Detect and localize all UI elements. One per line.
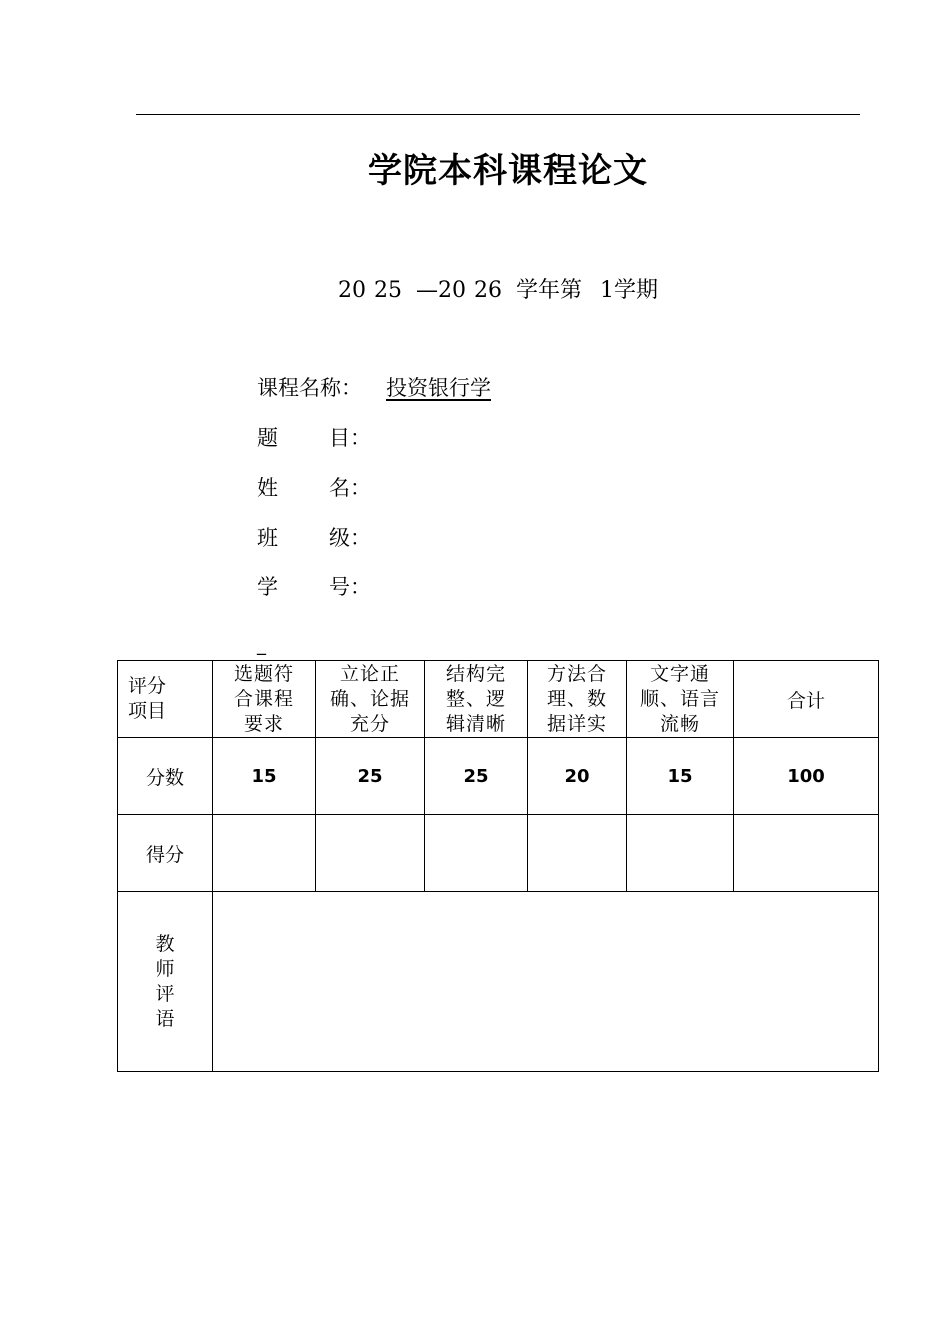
obtained-score-row (118, 815, 879, 892)
column-header-line: 文字通 (649, 662, 710, 685)
table-header-row (118, 661, 879, 738)
column-header-line: 流畅 (659, 712, 700, 735)
column-header (425, 661, 528, 738)
class-label-2: 级： (329, 526, 371, 550)
teacher-comment-area[interactable] (213, 892, 879, 1072)
topic-label-1: 题 (257, 426, 278, 450)
obtained-total-cell[interactable] (734, 815, 879, 892)
column-header-line: 结构完 (445, 662, 506, 685)
column-header-line: 要求 (243, 712, 284, 735)
topic-label-2: 目： (329, 426, 371, 450)
term-line (0, 276, 950, 306)
trailing-dash: _ (257, 635, 266, 656)
student-id-row (257, 573, 375, 601)
column-header-line: 理、数 (546, 687, 607, 710)
name-label-1: 姓 (257, 476, 278, 500)
total-header: 合计 (734, 661, 879, 738)
name-label-2: 名： (329, 476, 371, 500)
year-end-b: 26 (473, 278, 502, 303)
class-label-1: 班 (257, 526, 278, 550)
obtained-score-cell[interactable] (627, 815, 734, 892)
comment-label-char: 师 (155, 957, 175, 980)
obtained-score-cell[interactable] (316, 815, 425, 892)
score-cell: 25 (425, 738, 528, 815)
row-header-label-1: 评分 (128, 675, 167, 697)
column-header-line: 充分 (349, 712, 390, 735)
column-header-line: 立论正 (339, 662, 400, 685)
comment-label-char: 评 (155, 982, 175, 1005)
teacher-comment-row (118, 892, 879, 1072)
course-row (257, 374, 491, 402)
column-header (627, 661, 734, 738)
obtained-score-cell[interactable] (528, 815, 627, 892)
id-label-1: 学 (257, 575, 278, 599)
topic-row (257, 424, 375, 452)
column-header-line: 辑清晰 (445, 712, 506, 735)
column-header-line: 顺、语言 (639, 687, 720, 710)
row-header-label-2: 项目 (128, 700, 167, 722)
score-cell: 20 (528, 738, 627, 815)
id-label-2: 号： (329, 575, 371, 599)
semester-number: 1 (600, 278, 614, 303)
row-header-cell (118, 661, 213, 738)
column-header-line: 合课程 (233, 687, 294, 710)
column-header-line: 选题符 (233, 662, 294, 685)
comment-label-char: 语 (155, 1007, 175, 1030)
comment-label-char: 教 (155, 932, 175, 955)
column-header-line: 据详实 (546, 712, 607, 735)
score-label: 分数 (118, 738, 213, 815)
teacher-comment-label (118, 892, 213, 1072)
semester-label: 学期 (614, 278, 659, 303)
column-header-line: 确、论据 (329, 687, 410, 710)
column-header-line: 方法合 (546, 662, 607, 685)
column-header (316, 661, 425, 738)
score-cell: 15 (213, 738, 316, 815)
score-row (118, 738, 879, 815)
column-header (528, 661, 627, 738)
obtained-score-cell[interactable] (425, 815, 528, 892)
top-rule (136, 114, 860, 115)
page-title: 学院本科课程论文 (368, 151, 648, 191)
score-cell: 25 (316, 738, 425, 815)
total-score-cell: 100 (734, 738, 879, 815)
obtained-score-cell[interactable] (213, 815, 316, 892)
school-year-label: 学年第 (515, 278, 582, 303)
year-start-b: 25 (373, 278, 402, 303)
course-label: 课程名称： (257, 376, 362, 400)
obtained-score-label: 得分 (118, 815, 213, 892)
year-separator: —20 (415, 278, 466, 303)
course-value: 投资银行学 (386, 376, 491, 400)
column-header (213, 661, 316, 738)
name-row (257, 474, 375, 502)
grading-table (117, 660, 879, 1072)
year-start-a: 20 (337, 278, 366, 303)
course-value-field[interactable] (362, 376, 491, 400)
column-header-line: 整、逻 (445, 687, 506, 710)
score-cell: 15 (627, 738, 734, 815)
class-row (257, 524, 375, 552)
